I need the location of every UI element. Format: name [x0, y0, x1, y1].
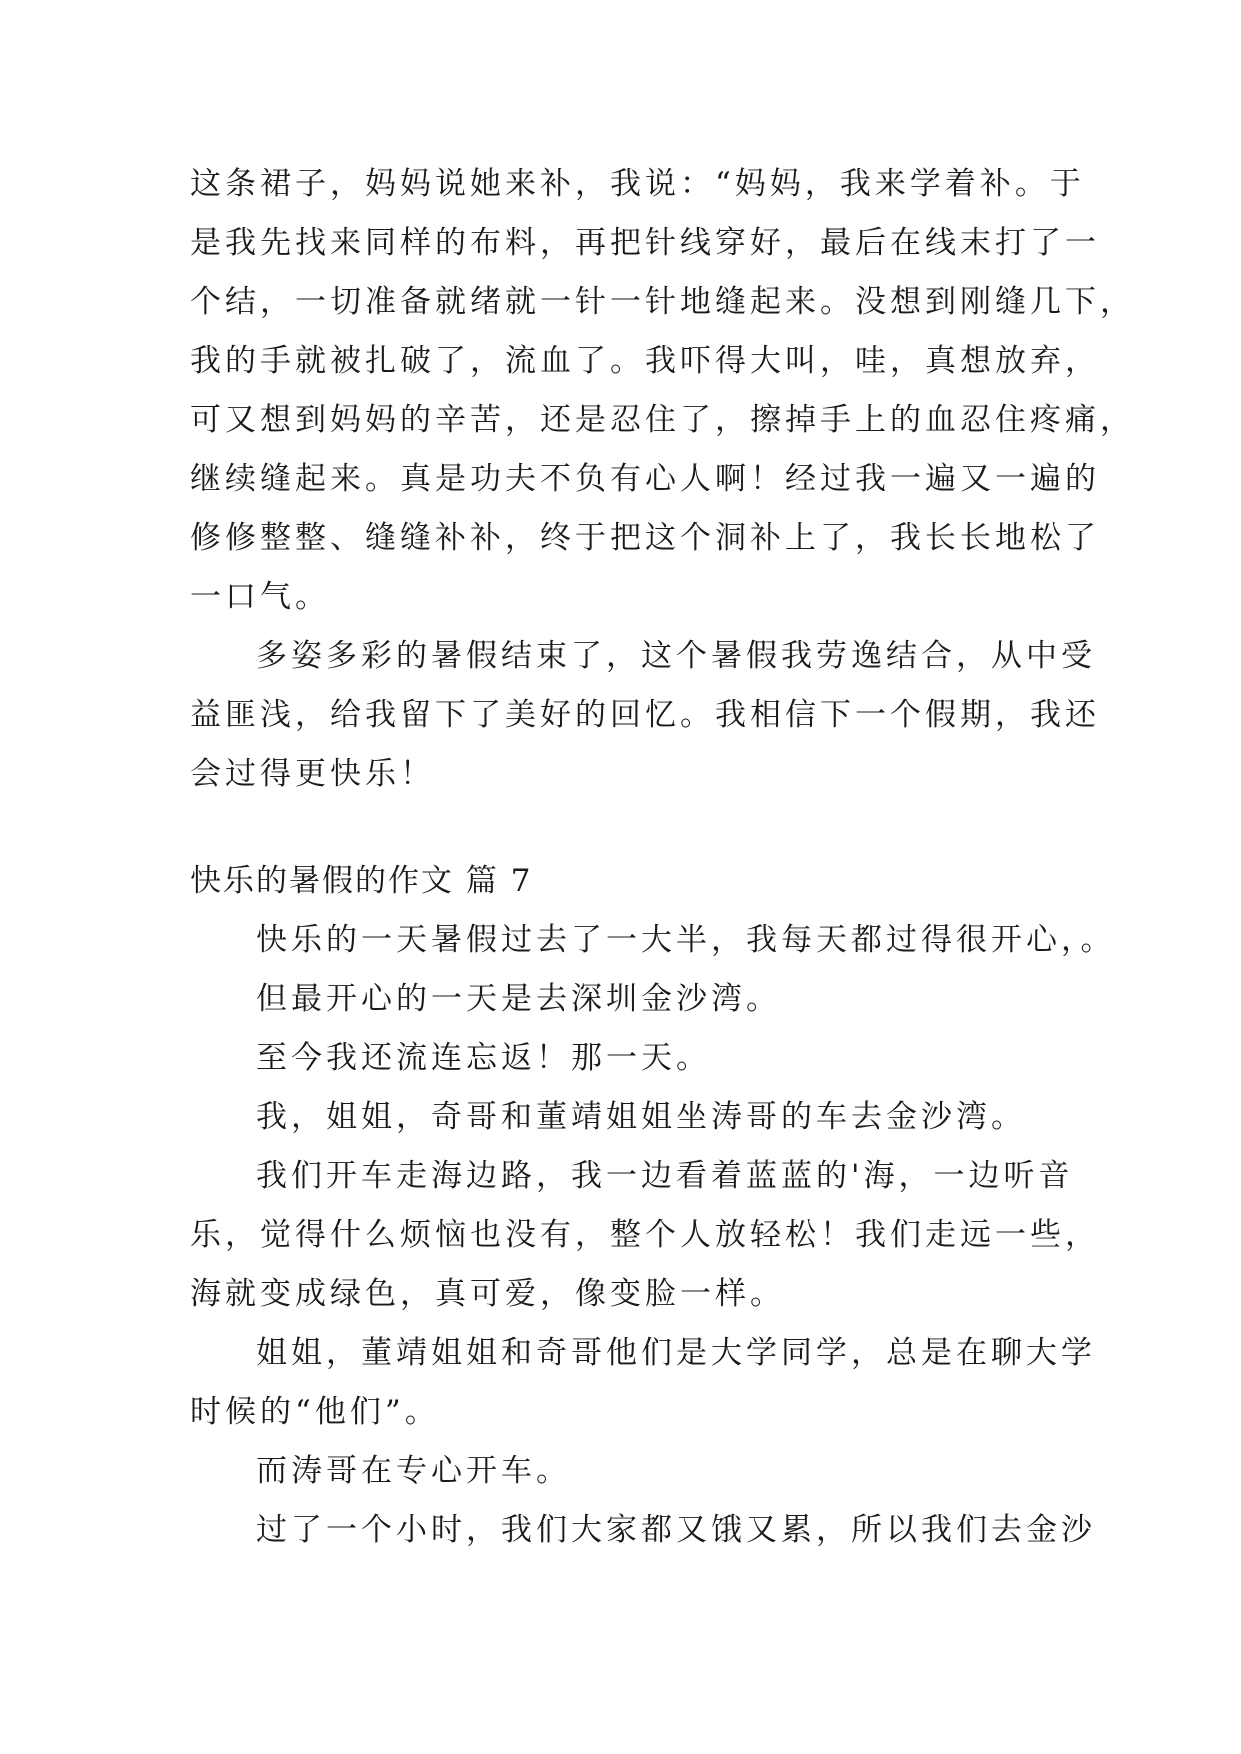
paragraph-line: 我的手就被扎破了，流血了。我吓得大叫，哇，真想放弃， [190, 343, 1100, 379]
paragraph-line: 个结，一切准备就绪就一针一针地缝起来。没想到刚缝几下， [190, 284, 1135, 320]
paragraph-line: 会过得更快乐！ [190, 756, 435, 792]
paragraph-line: 时候的“他们”。 [190, 1394, 440, 1430]
paragraph-line: 修修整整、缝缝补补，终于把这个洞补上了，我长长地松了 [190, 520, 1100, 556]
paragraph-line: 快乐的一天暑假过去了一大半，我每天都过得很开心，。 [256, 922, 1116, 958]
paragraph-line: 姐姐，董靖姐姐和奇哥他们是大学同学，总是在聊大学 [256, 1335, 1096, 1371]
paragraph-line: 而涛哥在专心开车。 [256, 1453, 571, 1489]
paragraph-line: 但最开心的一天是去深圳金沙湾。 [256, 981, 781, 1017]
paragraph-line: 可又想到妈妈的辛苦，还是忍住了，擦掉手上的血忍住疼痛， [190, 402, 1135, 438]
paragraph-line: 过了一个小时，我们大家都又饿又累，所以我们去金沙 [256, 1512, 1096, 1548]
paragraph-line: 是我先找来同样的布料，再把针线穿好，最后在线末打了一 [190, 225, 1100, 261]
paragraph-line: 多姿多彩的暑假结束了，这个暑假我劳逸结合，从中受 [256, 638, 1096, 674]
paragraph-line: 我们开车走海边路，我一边看着蓝蓝的'海，一边听音 [256, 1158, 1074, 1194]
paragraph-line: 这条裙子，妈妈说她来补，我说：“妈妈，我来学着补。于 [190, 166, 1085, 202]
section-heading: 快乐的暑假的作文 篇 7 [190, 863, 533, 899]
paragraph-line: 我，姐姐，奇哥和董靖姐姐坐涛哥的车去金沙湾。 [256, 1099, 1026, 1135]
paragraph-line: 至今我还流连忘返！那一天。 [256, 1040, 711, 1076]
paragraph-line: 海就变成绿色，真可爱，像变脸一样。 [190, 1276, 785, 1312]
paragraph-line: 一口气。 [190, 579, 330, 615]
paragraph-line: 乐，觉得什么烦恼也没有，整个人放轻松！我们走远一些， [190, 1217, 1100, 1253]
paragraph-line: 益匪浅，给我留下了美好的回忆。我相信下一个假期，我还 [190, 697, 1100, 733]
paragraph-line: 继续缝起来。真是功夫不负有心人啊！经过我一遍又一遍的 [190, 461, 1100, 497]
